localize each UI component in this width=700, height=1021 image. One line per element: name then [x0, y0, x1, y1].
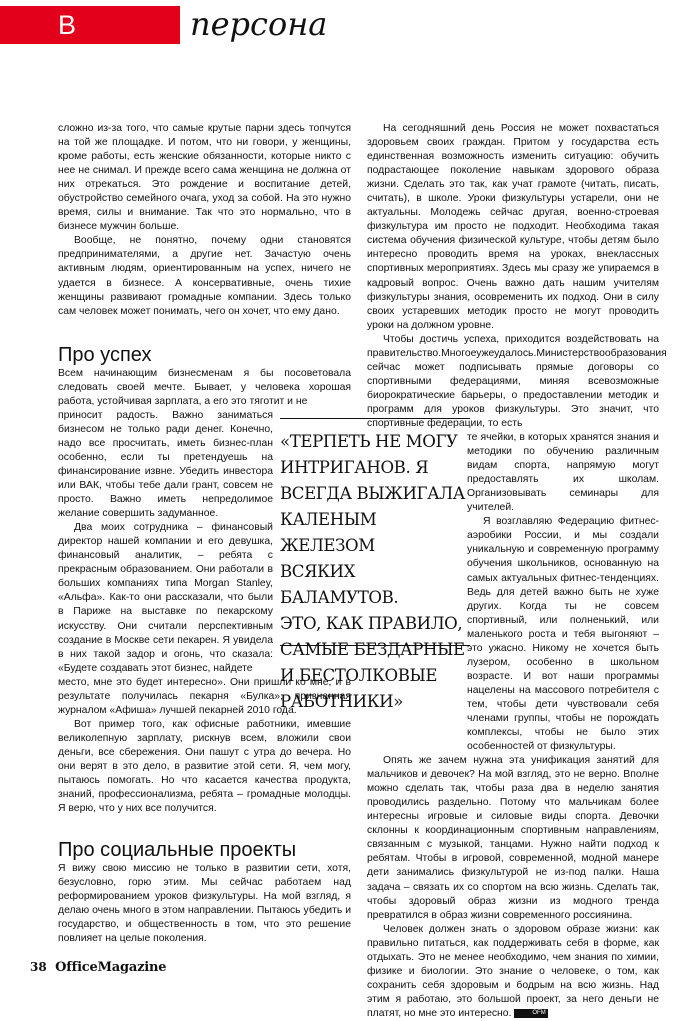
paragraph: Всем начинающим бизнесменам я бы посоветовала следовать своей мечте. Бывает, у человека хорошая работа, устойчивая зарплата, а его это тяготит и не [58, 367, 351, 407]
quote-line: ВСЕГДА ВЫЖИГАЛА [280, 484, 465, 503]
paragraph: сложно из-за того, что самые крутые парни здесь топчутся на той же площадке. И потом, что ни говори, у женщины, кроме работы, есть женские обязанности, которые никто с нее не снимал. И прежде всего сама женщина не должна от них отрекаться. Это рождение и воспитание детей, обустройство семейного очага, уход за собой. На это нужно время, силы и внимание. Так что это нормально, что в бизнесе мужчин больше. [58, 123, 351, 233]
quote-line: САМЫЕ БЕЗДАРНЫЕ [280, 640, 465, 659]
paragraph [367, 923, 659, 1021]
quote-line: И БЕСТОЛКОВЫЕ [280, 666, 438, 685]
paragraph: Чтобы достичь успеха, приходится воздействовать на правительство.Многоеужеудалось.Министерствообразования сейчас может подписывать прямые договоры со спортивными федерациями, миняя всевозможные биорократические барьеры, о предоставлении методик и программ для уроков физкультуры. Это значит, что спортивные федерации, то есть [367, 333, 667, 429]
paragraph: Вот пример того, как офисные работники, имевшие великолепную зарплату, рискнув всем, вложили свои деньги, все сбережения. Они пашут с утра до вечера. Но они верят в это дело, в развитие этой сети. Я, чем могу, пытаюсь помогать. Но что касается качества продукта, знаний, профессионализма, ребята – громадные молодцы. Я верю, что у них все получится. [58, 718, 351, 815]
paragraph: приносит радость. Важно заниматься бизнесом не только ради денег. Конечно, надо все просчитать, иметь бизнес-план особенно, если ты претендуешь на финансирование извне. Убедить инвестора или ВАК, чтобы тебе дали грант, совсем не просто. Важно иметь непредолимое желание совершить задуманное. [58, 409, 273, 520]
quote-line: РАБОТНИКИ» [280, 692, 404, 711]
paragraph: Два моих сотрудника – финансовый директор нашей компании и его девушка, финансовый аналитик, – ребята с прекрасным образованием. Они работали в больших компаниях типа Morgan Stanley, «Альфа». Как-то они рассказали, что были в Париже на выставке по пекарскому искусству. Они считали перспективным создание в Москве сети пекарен. Я увидела в них такой задор и огонь, что сказала: «Будете создавать этот бизнес, найдете [58, 522, 273, 674]
page-header [0, 0, 700, 78]
rubric-title: персона [190, 5, 328, 43]
paragraph-text: Человек должен знать о здоровом образе жизни: как правильно питаться, как поддерживать себя в форме, как отдыхать. Это не менее необходимо, чем знания по химии, физике и биологии. Это знание о человеке, о том, как сохранить себя здоровым и бодрым на всю жизнь. Над этим я работаю, это большой проект, за него деньги не платят, но мне это интересно. [367, 923, 659, 1019]
subheading-social: Про социальные проекты [58, 839, 297, 862]
quote-line: ВСЯКИХ БАЛАМУТОВ. [280, 562, 399, 607]
narrow-text-block [58, 409, 273, 676]
paragraph: Я вижу свою миссию не только в развитии сети, хотя, безусловно, горю этим. Мы сейчас работаем над реформированием уроков физкультуры. На мой взгляд, я делаю очень много в этом направлении. Пытаюсь убедить и государство, и общественность в том, что это решение повлияет на целые поколения. [58, 863, 351, 945]
page-number: 38 [30, 960, 47, 974]
paragraph: Опять же зачем нужна эта унификация занятий для мальчиков и девочек? На мой взгляд, это не верно. Вполне можно сделать так, чтобы раза два в неделю занятия проводились раздельно. Потому что мальчикам более интересны игровые и силовые виды спорта. Девочки склонны к координационным спортивным направлениям, связанным с музыкой, танцами. Нужно найти подход к ребятам. Чтобы в игровой, современной, модной манере дети занимались физкультурой не из-под палки. Наша задача – связать их со спортом на всю жизнь. Сделать так, чтобы здоровый образ жизни из модного тренда превратился в образ жизни современного россиянина. [367, 755, 659, 921]
paragraph: те ячейки, в которых хранятся знания и методики по обучению различным видам спорта, напрямую могут предоставлять их школам. Организовывать семинары для учителей. [467, 432, 659, 514]
paragraph: Я возглавляю Федерацию фитнес-аэробики России, и мы создали уникальную и современную программу обучения школьников, основанную на самых актуальных фитнес-тенденциях. Ведь для детей важно быть не хуже других. Когда ты не совсем спортивный, или полненький, или маленького роста и тебя выгоняют – это ужасно. Никому не хочется быть лузером, особенно в школьном возрасте. И вот наши программы нацелены на массового потребителя с тем, чтобы дети чувствовали себя членами группы, чтобы не порождать комплексы, чтобы не было этих особенностей от физкультуры. [467, 516, 659, 753]
magazine-name: OfficeMagazine [55, 960, 167, 975]
end-of-article-mark: OFM [514, 1009, 547, 1018]
quote-line: ЭТО, КАК ПРАВИЛО, [280, 614, 463, 633]
quote-line: «ТЕРПЕТЬ НЕ МОГУ [280, 432, 458, 451]
paragraph: место, мне это будет интересно». Они пришли ко мне, и в результате получилась пекарня «Булка», признанная журналом «Афиша» лучшей пекарней 2010 года. [58, 676, 351, 716]
narrow-text-block [467, 431, 659, 754]
section-label: В ОФИСЕ [0, 6, 180, 44]
paragraph: На сегодняшний день Россия не может похвастаться здоровьем своих граждан. Притом у государства есть единственная возможность изменить ситуацию: обучить подрастающее поколение навыкам здорового образа жизни. Сделать это так, как учат грамоте (читать, писать, считать), в школе. Уроки физкультуры устарели, они не актуальны. Молодежь сейчас другая, военно-строевая физкультура им просто не подходит. Необходима такая система обучения физической культуре, чтобы детям было интересно проводить время на уроках, внеклассных спортивных мероприятиях. Здесь мы сразу же упираемся в кадровый вопрос. Очень важно дать нашим учителям физкультуры знания, осовременить их подход. Они в силу своих устаревших методик просто не могут проводить уроки на должном уровне. [367, 123, 659, 331]
paragraph: Вообще, не понятно, почему одни становятся предпринимателями, а другие нет. Зачастую очень активным людям, ориентированным на успех, ничего не удается в бизнесе. А консервативные, очень тихие женщины развивают громадные компании. Здесь только сам человек может понимать, чего он хочет, что ему дано. [58, 235, 351, 317]
quote-line: ИНТРИГАНОВ. Я [280, 458, 429, 477]
quote-line: КАЛЕНЫМ ЖЕЛЕЗОМ [280, 510, 377, 555]
page-footer [30, 958, 166, 976]
subheading-success: Про успех [58, 343, 152, 366]
right-column [367, 122, 667, 1021]
